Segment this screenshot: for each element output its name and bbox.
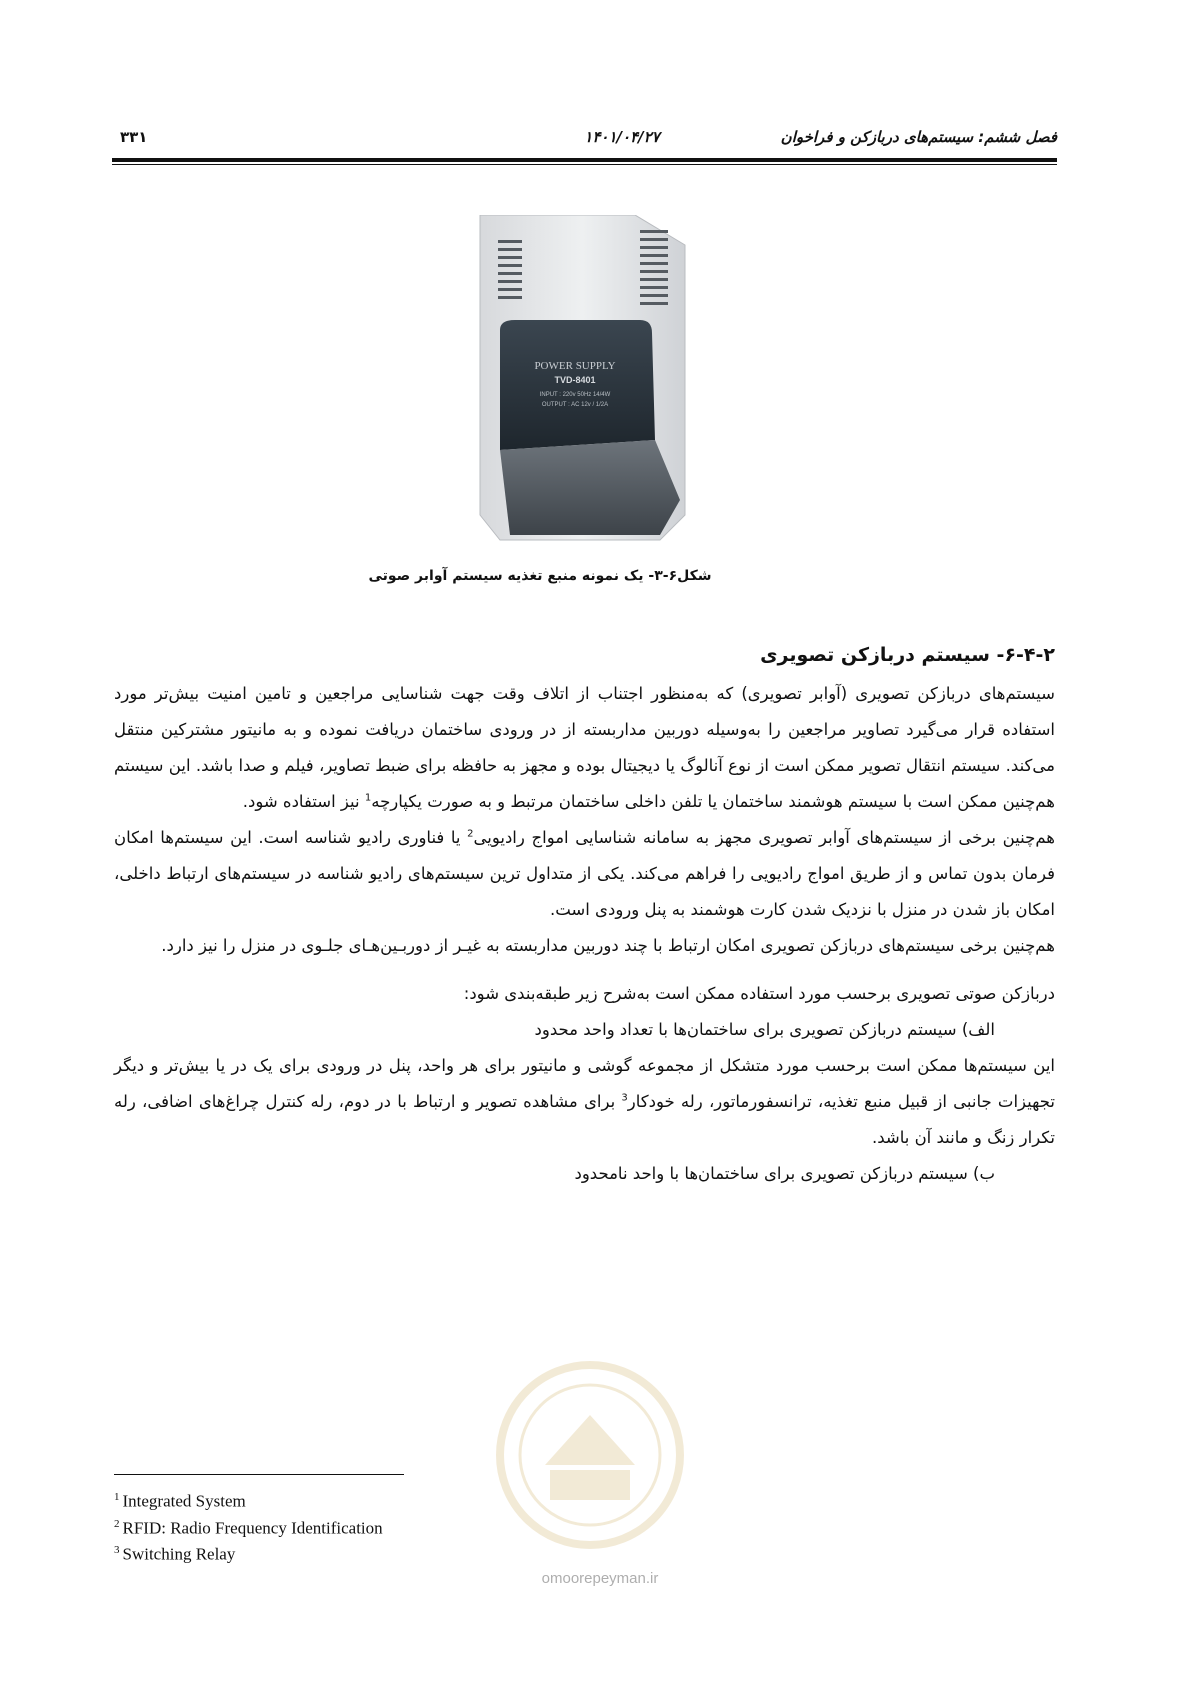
footnote-1: $^1$ Integrated System: [114, 1491, 246, 1511]
device-label-1: POWER SUPPLY: [534, 360, 616, 372]
list-item-a: الف) سیستم دربازکن تصویری برای ساختمان‌ها با تعداد واحد محدود: [534, 1020, 995, 1039]
paragraph-4: دربازکن صوتی تصویری برحسب مورد استفاده ممکن است به‌شرح زیر طبقه‌بندی شود:: [463, 984, 1055, 1003]
main-content: [114, 640, 1055, 1192]
footnote-ref-2: 2: [467, 828, 474, 840]
chapter-title: فصل ششم: سیستم‌های دربازکن و فراخوان: [780, 128, 1057, 146]
paragraph-3: هم‌چنین برخی سیستم‌های دربازکن تصویری امکان ارتباط با چند دوربین مداربسته به غیـر از دوربـین‌هـای جلـوی در منزل را نیز دارد.: [161, 936, 1055, 955]
paragraph-5: این سیستم‌ها ممکن است برحسب مورد متشکل از مجموعه گوشی و مانیتور برای هر واحد، پنل در ورودی برای یک در یا بیش‌تر و دیگر تجهیزات جانبی از قبیل منبع تغذیه، ترانسفورماتور، رله خودکار$^3$ برای مشاهده تصویر و ارتباط با در دوم، رله کنترل چراغ‌های اضافی، رله تکرار زنگ و مانند آن باشد.: [114, 1056, 1055, 1147]
header-rule-thick: [112, 158, 1057, 162]
footnote-rule: [114, 1474, 404, 1475]
paragraph-2: هم‌چنین برخی از سیستم‌های آوابر تصویری مجهز به سامانه شناسایی امواج رادیویی$^2$ یا فناوری رادیو شناسه است. این سیستم‌ها امکان فرمان بدون تماس و از طریق امواج رادیویی را فراهم می‌کند. یکی از متداول ترین سیستم‌های رادیو شناسه در سیستم‌های ارتباط داخلی، امکان باز شدن در منزل با نزدیک شدن کارت هوشمند به پنل ورودی است.: [114, 828, 1056, 919]
footnote-2: $^2$ RFID: Radio Frequency Identification: [114, 1517, 383, 1538]
device-label-2: TVD-8401: [554, 375, 596, 385]
list-item-b: ب) سیستم دربازکن تصویری برای ساختمان‌ها با واحد نامحدود: [574, 1164, 995, 1183]
paragraph-1: سیستم‌های دربازکن تصویری (آوابر تصویری) که به‌منظور اجتناب از اتلاف وقت جهت شناسایی مراجعین و تامین امنیت بیش‌تر مورد استفاده قرار می‌گیرد تصاویر مراجعین را به‌وسیله دوربین مداربسته از در ورودی ساختمان دریافت نموده و به مانیتور مشترکین منتقل می‌کند. سیستم انتقال تصویر ممکن است از نوع آنالوگ یا دیجیتال بوده و مجهز به حافظه برای ضبط تصاویر، فیلم و صدا باشد. این سیستم هم‌چنین ممکن است با سیستم هوشمند ساختمان یا تلفن داخلی ساختمان مرتبط و به صورت یکپارچه$^1$ نیز استفاده شود.: [114, 684, 1055, 811]
watermark-url: omoorepeyman.ir: [541, 1570, 659, 1587]
device-label-3: INPUT : 220v 50Hz 14/4W: [539, 392, 611, 398]
footnote-ref-1: 1: [364, 792, 372, 804]
header-rule-thin: [112, 164, 1057, 165]
power-supply-image: [470, 215, 720, 545]
header-date: ۱۴۰۱/۰۴/۲۷: [584, 128, 660, 146]
figure-caption: شکل۶-۳- یک نمونه منبع تغذیه سیستم آوابر صوتی: [368, 568, 712, 584]
section-heading: ۶-۴-۲- سیستم دربازکن تصویری: [760, 644, 1055, 666]
device-label-4: OUTPUT : AC 12v / 1/2A: [541, 402, 609, 408]
page-header: [112, 118, 1057, 158]
footnote-ref-3: 3: [621, 1092, 628, 1104]
footnote-3: $^3$ Switching Relay: [114, 1544, 236, 1564]
page-number: ۳۳۱: [120, 128, 148, 146]
footnotes: [114, 1486, 614, 1566]
